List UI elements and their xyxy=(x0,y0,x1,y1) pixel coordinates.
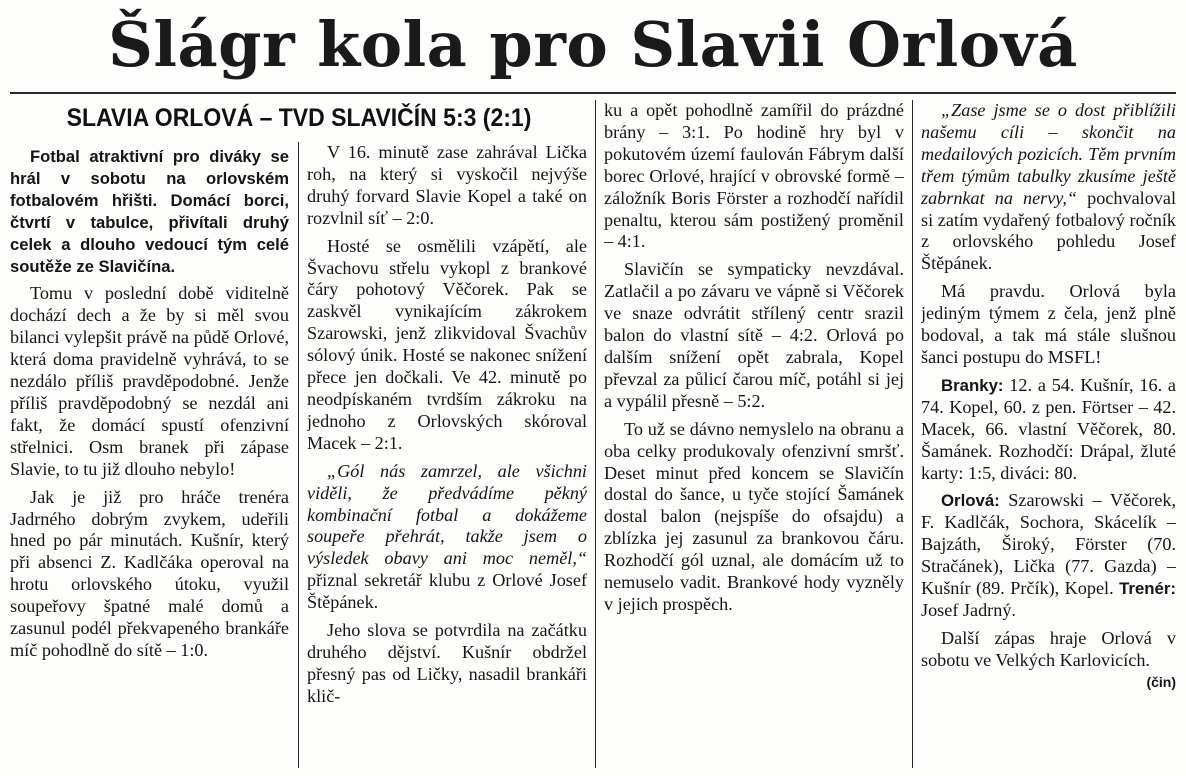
goals-paragraph xyxy=(921,375,1176,485)
column-3 xyxy=(604,100,904,768)
headline-rule xyxy=(10,92,1176,94)
column-1 xyxy=(10,146,289,768)
subheadline: SLAVIA ORLOVÁ – TVD SLAVIČÍN 5:3 (2:1) xyxy=(66,104,532,132)
goals-label: Branky: xyxy=(941,375,1004,395)
lead-paragraph: Fotbal atraktivní pro diváky se hrál v sobotu na orlovském fotbalovém hřišti. Domácí borci, čtvrtí v tabulce, přivítali druhý celek a dlouho vedoucí tým celé soutěže ze Slavičína. xyxy=(10,147,289,276)
col4-quote-paragraph xyxy=(921,100,1176,275)
headline: Šlágr kola pro Slavii Orlová xyxy=(108,8,1078,81)
goals-text: 12. a 54. Kušnír, 16. a 74. Kopel, 60. z pen. Förtser – 42. Macek, 66. vlastní Věčorek, 80. Šamánek. Rozhodčí: Drápal, žluté karty: 1:5, diváci: 80. xyxy=(921,374,1176,483)
col3-paragraph-1: ku a opět pohodlně zamířil do prázdné brány – 3:1. Po hodině hry byl v pokutovém území faulován Fábrym další borec Orlové, hrající v obrovské formě – záložník Boris Förster a rozhodčí nařídil penaltu, kterou sám postižený proměnil – 4:1. xyxy=(604,100,904,252)
col2-quote: „Gól nás zamrzel, ale všichni viděli, že předvádíme pěkný kombinační fotbal a dokážeme soupeře přehrát, takže jsem o výsledek obavy ani moc neměl,“ xyxy=(307,460,587,569)
col2-quote-attribution: přiznal sekretář klubu z Orlové Josef Štěpánek. xyxy=(307,570,587,613)
column-divider-2 xyxy=(595,100,596,768)
lineup-paragraph xyxy=(921,490,1176,621)
author-signature: (čin) xyxy=(1146,673,1176,690)
column-divider-1 xyxy=(298,142,299,768)
coach-text: Josef Jadrný. xyxy=(921,599,1016,620)
lineup-label: Orlová: xyxy=(941,491,1000,511)
col2-quote-paragraph xyxy=(307,461,587,614)
col4-quote-attribution: pochvaloval si zatím vydařený fotbalový ročník z orlovského pohledu Josef Štěpánek. xyxy=(921,187,1176,274)
column-divider-3 xyxy=(912,100,913,768)
col4-paragraph-5 xyxy=(921,627,1176,690)
col2-paragraph-1: V 16. minutě zase zahrával Lička roh, na který si vyskočil nejvýše druhý forvard Slavie Kopel a také on rozvlnil síť – 2:0. xyxy=(307,142,587,228)
column-4 xyxy=(921,100,1176,768)
col4-paragraph-2: Má pravdu. Orlová byla jediným týmem z čela, jenž plně bodoval, a tak má stále slušnou šanci postupu do MSFL! xyxy=(921,281,1176,367)
col3-paragraph-2: Slavičín se sympaticky nevzdával. Zatlačil a po závaru ve vápně si Věčorek ve snaze odvrátit střílený centr srazil balon do vlastní sítě – 4:2. Orlová po dalším snížení opět zabrala, Kopel převzal za půlicí čarou míč, potáhl si jej a vypálil přesně – 5:2. xyxy=(604,259,904,411)
column-2 xyxy=(307,142,587,768)
col3-paragraph-3: To už se dávno nemyslelo na obranu a oba celky produkovaly ofenzivní smršť. Deset minut před koncem se Slavičín dostal do šance, u tyče stojící Šamánek dostal balon (nejspíše do ofsajdu) a zblízka jej zasunul za brankovou čáru. Rozhodčí gól uznal, ale domácím už to nemuselo vadit. Brankové hody vyzněly v jejich prospěch. xyxy=(604,418,904,614)
next-match-text: Další zápas hraje Orlová v sobotu ve Velkých Karlovicích. xyxy=(921,627,1176,670)
col1-paragraph-1: Tomu v poslední době viditelně dochází dech a že by si měl svou bilanci vylepšit právě na půdě Orlové, která doma pravidelně vyhrává, to se nezdálo příliš pravděpodobné. Jenže příliš pravděpodobný se nezdál ani fakt, že domácí spustí ofenzivní střelnici. Osm branek při zápase Slavie, to tu již dlouho nebylo! xyxy=(10,283,289,479)
lineup-text: Szarowski – Věčorek, F. Kadlčák, Sochora, Skácelík – Bajzáth, Široký, Förster (70. Stračánek), Lička (77. Gazda) – Kušnír (89. Prčík), Kopel. xyxy=(921,490,1176,599)
col4-quote: „Zase jsme se o dost přiblížili našemu cíli – skončit na medailových pozicích. Těm prvním třem týmům tabulky zkusíme ještě zabrnkat na nervy,“ xyxy=(921,100,1176,208)
col2-paragraph-2: Hosté se osmělili vzápětí, ale Švachovu střelu vykopl z brankové čáry pohotový Věčorek. Pak se zaskvěl vynikajícím zákrokem Szarowski, jenž zlikvidoval Švachův sólový únik. Hosté se nakonec snížení přece jen dočkali. Ve 42. minutě po neodpískaném tvrdším zákroku na jednoho z Orlovských skóroval Macek – 2:1. xyxy=(307,235,587,453)
coach-label: Trenér: xyxy=(1119,579,1176,599)
col1-paragraph-2: Jak je již pro hráče trenéra Jadrného dobrým zvykem, udeřili hned po pár minutách. Kušnír, který při absenci Z. Kadlčáka operoval na hrotu orlovského útoku, využil soupeřovy špatné malé domů a zasunul podél překvapeného brankáře míč pohodlně do sítě – 1:0. xyxy=(10,486,289,660)
col2-paragraph-4: Jeho slova se potvrdila na začátku druhého dějství. Kušnír obdržel přesný pas od Ličky, nasadil brankáři klič- xyxy=(307,620,587,706)
